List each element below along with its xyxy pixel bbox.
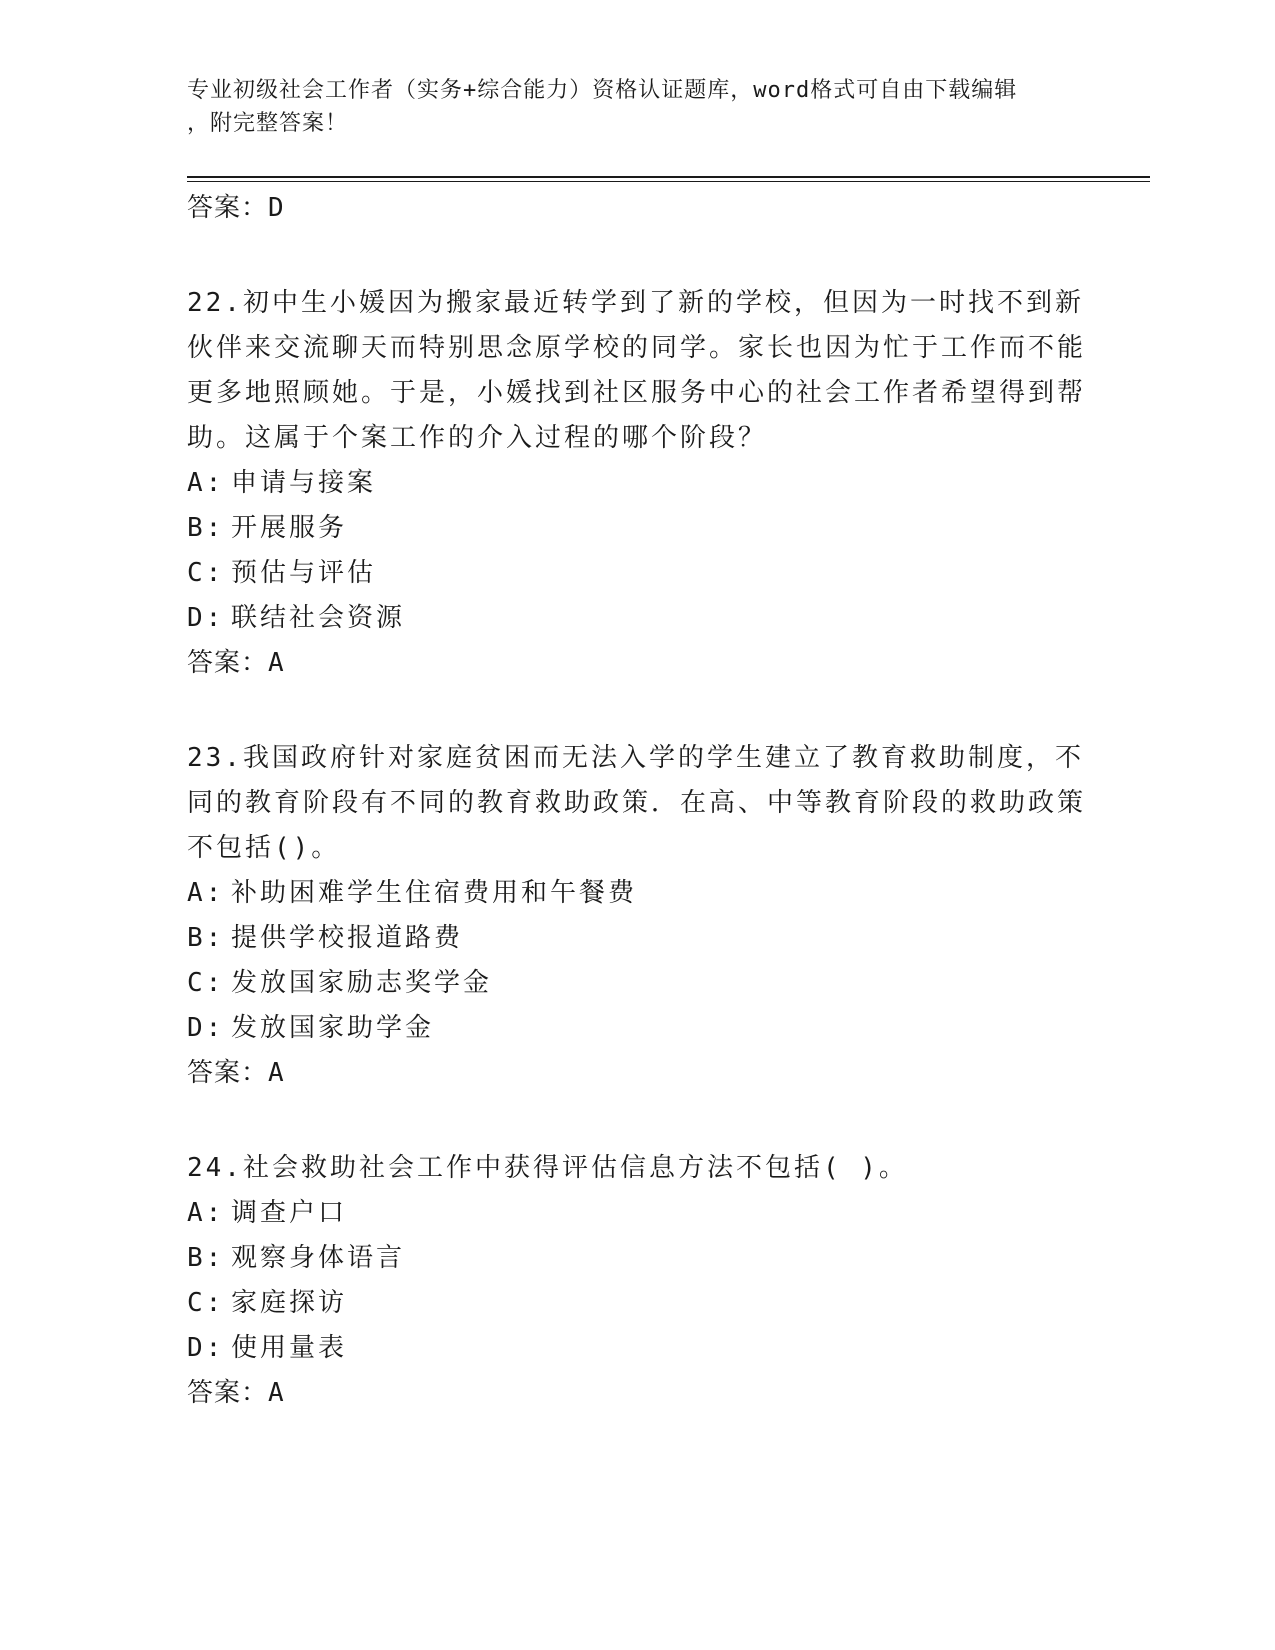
option-text: 申请与接案 <box>231 468 377 498</box>
option-text: 预估与评估 <box>231 558 377 588</box>
header-title-line-2: ，附完整答案！ <box>187 111 349 136</box>
option-text: 调查户口 <box>231 1198 348 1228</box>
option-d <box>187 1006 1087 1051</box>
option-text: 发放国家励志奖学金 <box>231 968 493 998</box>
option-c <box>187 551 1087 596</box>
option-text: 观察身体语言 <box>231 1243 406 1273</box>
answer-label: 答案： <box>187 1378 269 1408</box>
option-letter: D: <box>187 1333 225 1363</box>
option-b <box>187 506 1087 551</box>
option-letter: C: <box>187 558 225 588</box>
answer-value: D <box>268 193 285 223</box>
option-letter: A: <box>187 1198 225 1228</box>
option-c <box>187 1281 1087 1326</box>
answer-value: A <box>268 648 285 678</box>
option-b <box>187 1236 1087 1281</box>
option-letter: A: <box>187 878 225 908</box>
option-letter: A: <box>187 468 225 498</box>
question-answer <box>187 641 1087 686</box>
option-text: 提供学校报道路费 <box>231 923 464 953</box>
option-text: 家庭探访 <box>231 1288 348 1318</box>
question-23 <box>187 736 1087 1096</box>
option-text: 联结社会资源 <box>231 603 406 633</box>
option-a <box>187 461 1087 506</box>
option-letter: B: <box>187 923 225 953</box>
answer-label: 答案： <box>187 1058 269 1088</box>
option-d <box>187 596 1087 641</box>
document-body <box>187 186 1087 1416</box>
option-letter: D: <box>187 603 225 633</box>
question-answer <box>187 1051 1087 1096</box>
answer-label: 答案： <box>187 648 269 678</box>
answer-label: 答案： <box>187 193 269 223</box>
question-stem: 23.我国政府针对家庭贫困而无法入学的学生建立了教育救助制度，不同的教育阶段有不同的教育救助政策．在高、中等教育阶段的救助政策不包括()。 <box>187 743 1087 863</box>
question-24 <box>187 1146 1087 1416</box>
option-a <box>187 1191 1087 1236</box>
option-letter: B: <box>187 1243 225 1273</box>
header-title-line-1: 专业初级社会工作者（实务+综合能力）资格认证题库，word格式可自由下载编辑 <box>187 78 1018 103</box>
option-text: 开展服务 <box>231 513 348 543</box>
option-letter: C: <box>187 1288 225 1318</box>
option-text: 补助困难学生住宿费用和午餐费 <box>231 878 638 908</box>
option-text: 发放国家助学金 <box>231 1013 435 1043</box>
question-stem: 22.初中生小媛因为搬家最近转学到了新的学校，但因为一时找不到新伙伴来交流聊天而特别思念原学校的同学。家长也因为忙于工作而不能更多地照顾她。于是，小媛找到社区服务中心的社会工作者希望得到帮助。这属于个案工作的介入过程的哪个阶段？ <box>187 288 1087 453</box>
option-b <box>187 916 1087 961</box>
option-d <box>187 1326 1087 1371</box>
answer-value: A <box>268 1378 285 1408</box>
question-answer <box>187 1371 1087 1416</box>
option-a <box>187 871 1087 916</box>
page-header <box>187 74 1087 140</box>
answer-value: A <box>268 1058 285 1088</box>
option-text: 使用量表 <box>231 1333 348 1363</box>
option-c <box>187 961 1087 1006</box>
option-letter: B: <box>187 513 225 543</box>
question-22 <box>187 281 1087 686</box>
previous-answer <box>187 186 1087 231</box>
header-divider <box>187 176 1150 182</box>
option-letter: D: <box>187 1013 225 1043</box>
option-letter: C: <box>187 968 225 998</box>
question-stem: 24.社会救助社会工作中获得评估信息方法不包括( )。 <box>187 1153 908 1183</box>
